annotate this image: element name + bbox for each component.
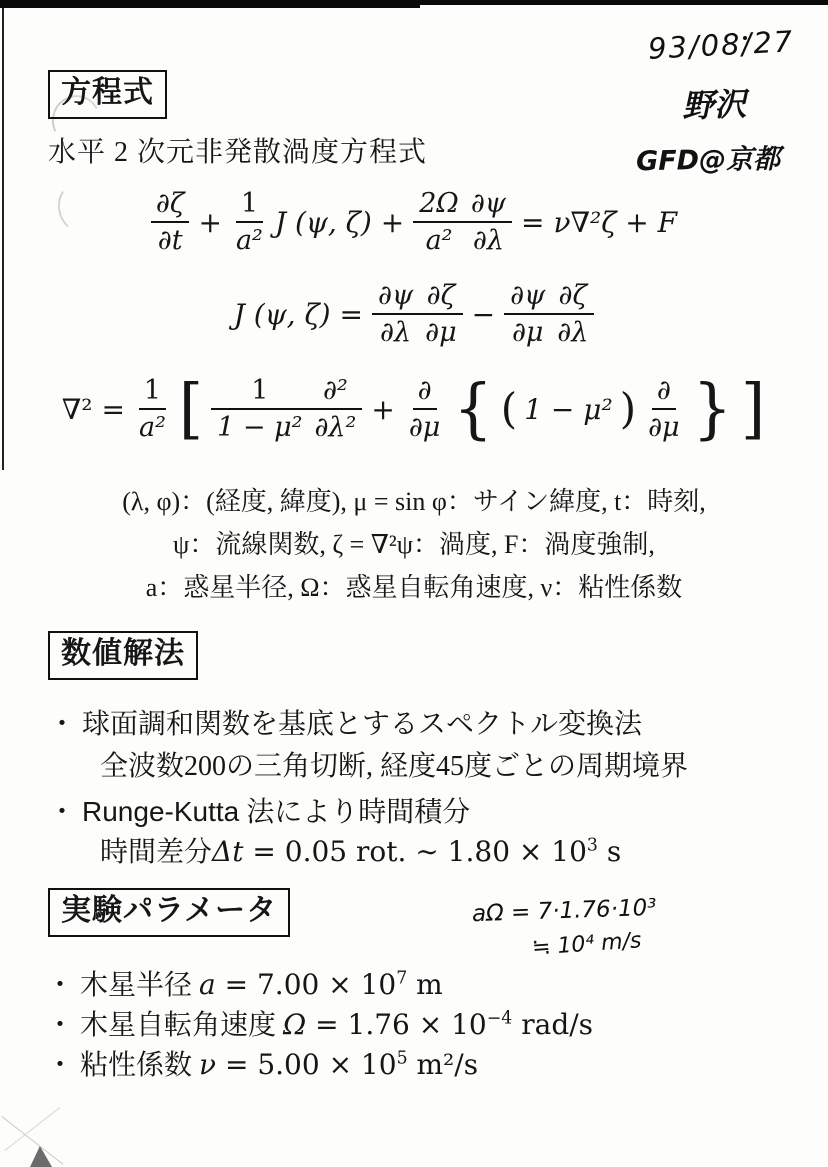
- fraction-denominator: ∂μ: [648, 412, 680, 444]
- fraction-denominator: ∂λ²: [314, 412, 357, 444]
- fraction-denominator: 1 − μ²: [217, 412, 303, 444]
- timestep-unit: s: [597, 835, 622, 868]
- numerics-item-text: 法により時間積分: [239, 797, 471, 828]
- param-value: = 5.00 × 10: [216, 1048, 397, 1081]
- bullet-dot: ・: [48, 709, 77, 740]
- definition-line: (λ, φ)：(経度, 緯度), μ = sin φ：サイン緯度, t：時刻,: [122, 487, 706, 516]
- param-viscosity: [46, 1043, 478, 1083]
- fraction-numerator: ∂ζ: [551, 280, 594, 315]
- fraction-denominator: ∂μ: [511, 317, 544, 349]
- scan-edge-top-left: [0, 0, 420, 8]
- fraction-numerator: ∂: [652, 375, 676, 410]
- bullet-dot: ・: [46, 970, 75, 1001]
- param-variable: Ω: [283, 1008, 307, 1041]
- fraction-denominator: ∂λ: [557, 317, 589, 349]
- param-variable: ν: [199, 1048, 217, 1081]
- fraction-numerator: 2Ω: [413, 188, 465, 223]
- jacobian-lhs: J (ψ, ζ): [233, 297, 331, 331]
- plus-operator: +: [198, 205, 222, 239]
- param-label: 木星自転角速度: [80, 1010, 284, 1041]
- fraction: [404, 375, 446, 443]
- fraction-denominator: a²: [425, 225, 453, 257]
- bullet-dot: ・: [48, 797, 77, 828]
- definition-line: ψ：流線関数, ζ = ∇²ψ：渦度, F：渦度強制,: [173, 530, 655, 559]
- timestep-exponent: 3: [586, 835, 598, 856]
- fraction-denominator: ∂μ: [425, 317, 457, 349]
- scan-fold-line: [4, 1107, 60, 1151]
- param-jupiter-radius: [46, 963, 443, 1003]
- rungekutta-label: Runge-Kutta: [82, 796, 240, 827]
- scan-fold-line: [1, 1116, 63, 1165]
- numerics-item-text: 球面調和関数を基底とするスペクトル変換法: [82, 709, 643, 740]
- bullet-dot: ・: [46, 1050, 75, 1081]
- handwritten-date: 93/08/27: [647, 24, 796, 66]
- param-rotation-rate: [46, 1003, 593, 1043]
- fraction-numerator: ∂ψ: [465, 188, 512, 223]
- fraction-numerator: 1: [236, 188, 263, 223]
- fraction-numerator: ∂: [413, 375, 437, 410]
- param-value: = 1.76 × 10: [306, 1008, 487, 1041]
- equation-subtitle: 水平 2 次元非発散渦度方程式: [48, 137, 428, 168]
- handwritten-calc-note-line2: ≒ 10⁴ m/s: [531, 928, 643, 961]
- equals-sign: =: [520, 205, 545, 239]
- fraction-denominator: ∂λ: [380, 317, 412, 349]
- timestep-value: = 0.05 rot. ∼ 1.80 × 10: [243, 835, 587, 868]
- param-value: = 7.00 × 10: [215, 968, 397, 1001]
- jacobian-term: J (ψ, ζ): [274, 205, 372, 239]
- equation-vorticity: [0, 188, 828, 256]
- fraction-pair: [413, 188, 512, 256]
- minus-operator: −: [471, 297, 496, 331]
- fraction-denominator: ∂t: [157, 225, 183, 257]
- paren-body: 1 − μ²: [524, 392, 613, 426]
- timestep-label: 時間差分: [100, 837, 213, 868]
- handwritten-calc-note-line1: aΩ = 7·1.76·10³: [471, 894, 657, 928]
- fraction: [231, 188, 268, 256]
- laplacian-lhs: ∇²: [61, 392, 93, 426]
- equation-jacobian: [0, 280, 828, 348]
- fraction-numerator: 1: [211, 375, 308, 410]
- fraction-denominator: ∂λ: [472, 225, 504, 257]
- param-exponent: 7: [396, 968, 408, 989]
- param-label: 粘性係数: [80, 1050, 200, 1081]
- fraction-pair: [211, 375, 362, 443]
- fraction: [134, 375, 171, 443]
- fraction-pair: [504, 280, 594, 348]
- fraction-denominator: a²: [138, 412, 166, 444]
- equals-sign: =: [339, 297, 364, 331]
- handwritten-affiliation: GFD@京都: [635, 143, 781, 178]
- scan-fold-corner: [30, 1146, 52, 1167]
- symbol-definitions: [0, 480, 828, 609]
- param-label: 木星半径: [80, 970, 200, 1001]
- fraction-numerator: ∂ψ: [372, 280, 419, 315]
- param-exponent: −4: [486, 1008, 513, 1029]
- fraction: [151, 188, 190, 256]
- fraction-numerator: ∂ζ: [151, 188, 190, 223]
- numerics-item-truncation: [100, 744, 688, 784]
- fraction-denominator: ∂μ: [408, 412, 441, 444]
- fraction: [643, 375, 685, 443]
- equals-sign: =: [101, 392, 125, 426]
- numerics-item-spectral: [48, 702, 642, 742]
- plus-operator: +: [371, 392, 395, 426]
- fraction-numerator: 1: [139, 375, 166, 410]
- fraction-denominator: a²: [235, 225, 263, 257]
- timestep-variable: Δt: [212, 835, 244, 868]
- fraction-pair: [372, 280, 463, 348]
- param-exponent: 5: [396, 1048, 408, 1069]
- plus-operator: +: [380, 205, 405, 239]
- fraction-numerator: ∂ψ: [504, 280, 551, 315]
- param-unit: m: [407, 968, 443, 1001]
- fraction-numerator: ∂²: [308, 375, 362, 410]
- param-variable: a: [199, 968, 216, 1001]
- equation-laplacian: ∇² = $\frac{1}{\text{a²}}$ [ 1 ∂² 1 − μ² ∂λ² + ∂ ∂μ { ( 1 − μ² ) ∂ ∂μ } ]: [61, 370, 766, 447]
- section-title-parameters: 実験パラメータ: [48, 888, 290, 937]
- numerics-item-timestep: [100, 830, 621, 870]
- numerics-subitem-text: 全波数200の三角切断, 経度45度ごとの周期境界: [100, 751, 689, 782]
- fraction-numerator: ∂ζ: [419, 280, 463, 315]
- bullet-dot: ・: [46, 1010, 75, 1041]
- definition-line: a：惑星半径, Ω：惑星自転角速度, ν：粘性係数: [145, 573, 683, 602]
- section-title-equations: 方程式: [48, 70, 167, 119]
- equation-rhs: ν∇²ζ + F: [553, 205, 678, 239]
- section-title-numerics: 数値解法: [48, 631, 198, 680]
- numerics-item-rungekutta: [48, 790, 470, 830]
- handwritten-signature: 野沢: [681, 84, 747, 126]
- param-unit: rad/s: [512, 1008, 594, 1041]
- param-unit: m²/s: [407, 1048, 479, 1081]
